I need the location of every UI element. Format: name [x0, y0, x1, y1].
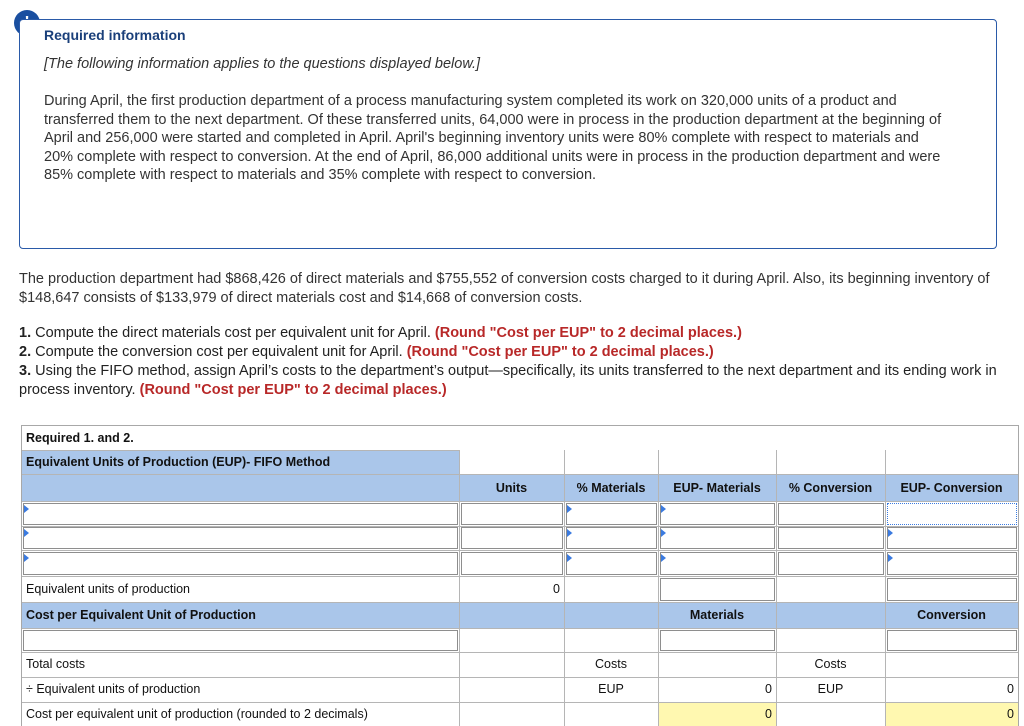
question-list — [19, 324, 1009, 400]
row2-pct-materials-input[interactable] — [566, 527, 657, 549]
divide-eup-label: ÷ Equivalent units of production — [26, 682, 201, 696]
row1-pct-conversion-input[interactable] — [778, 503, 884, 525]
total-costs-label: Total costs — [26, 657, 86, 671]
divide-materials-value: 0 — [765, 682, 772, 696]
eup-word-materials: EUP — [598, 682, 624, 696]
header-units: Units — [495, 481, 528, 495]
header-eup-conversion: EUP- Conversion — [900, 481, 1003, 495]
question-2: 2. Compute the conversion cost per equivalent unit for April. (Round "Cost per EUP" to 2 decimal places.) — [19, 344, 714, 360]
row2-label-input[interactable] — [23, 527, 458, 549]
eup-total-units: 0 — [553, 582, 560, 596]
header-pct-conversion: % Conversion — [788, 481, 873, 495]
eup-total-conversion-input[interactable] — [887, 578, 1017, 601]
question-1: 1. Compute the direct materials cost per equivalent unit for April. (Round "Cost per EUP" to 2 decimal places.) — [19, 325, 742, 341]
row1-label-input[interactable] — [23, 503, 458, 525]
eup-total-label: Equivalent units of production — [26, 582, 190, 596]
cost-blank-label-input[interactable] — [23, 630, 458, 651]
cost-paragraph: The production department had $868,426 of direct materials and $755,552 of conversion costs charged to it during April. Also, its beginning inventory of $148,647 consists of $133,979 of direct materials cost and $14,668 of conversion costs. — [19, 271, 990, 306]
header-pct-materials: % Materials — [576, 481, 646, 495]
row1-eup-conversion-input[interactable] — [887, 503, 1017, 525]
info-title: Required information — [44, 27, 186, 43]
eup-word-conversion: EUP — [817, 682, 844, 696]
row3-pct-materials-input[interactable] — [566, 552, 657, 575]
row2-eup-materials-input[interactable] — [660, 527, 775, 549]
costs-word-materials: Costs — [595, 657, 627, 671]
row2-eup-conversion-input[interactable] — [887, 527, 1017, 549]
row3-label-input[interactable] — [23, 552, 458, 575]
cost-blank-conversion-input[interactable] — [887, 630, 1017, 651]
eup-total-materials-input[interactable] — [660, 578, 775, 601]
cost-header-materials: Materials — [689, 608, 745, 622]
cost-per-conversion-value: 0 — [1007, 707, 1014, 721]
row3-pct-conversion-input[interactable] — [778, 552, 884, 575]
header-eup-materials: EUP- Materials — [673, 481, 761, 495]
eup-title: Equivalent Units of Production (EUP)- FIFO Method — [26, 455, 331, 469]
eup-worksheet — [21, 425, 1019, 726]
question-3: 3. Using the FIFO method, assign April’s costs to the department’s output—specifically, its units transferred to the next department and its ending work in process inventory. (Round "Cost per EUP" to 2 decimal places.) — [19, 363, 997, 398]
row3-eup-materials-input[interactable] — [660, 552, 775, 575]
row2-pct-conversion-input[interactable] — [778, 527, 884, 549]
info-subtitle: [The following information applies to the questions displayed below.] — [44, 56, 481, 72]
cost-per-eup-label: Cost per equivalent unit of production (rounded to 2 decimals) — [26, 707, 368, 721]
cost-blank-materials-input[interactable] — [660, 630, 775, 651]
row3-eup-conversion-input[interactable] — [887, 552, 1017, 575]
row1-eup-materials-input[interactable] — [660, 503, 775, 525]
cost-per-materials-value: 0 — [765, 707, 772, 721]
cost-header-conversion: Conversion — [917, 608, 986, 622]
row2-units-input[interactable] — [461, 527, 563, 549]
cost-section-title: Cost per Equivalent Unit of Production — [26, 608, 256, 622]
divide-conversion-value: 0 — [1007, 682, 1014, 696]
row1-pct-materials-input[interactable] — [566, 503, 657, 525]
required-label: Required 1. and 2. — [26, 431, 134, 445]
row1-units-input[interactable] — [461, 503, 563, 525]
row3-units-input[interactable] — [461, 552, 563, 575]
costs-word-conversion: Costs — [814, 657, 847, 671]
info-body: During April, the first production department of a process manufacturing system completed its work on 320,000 units of a product and transferred them to the next department. Of these transferred units, 64,000 were in process in the production department at the beginning of April and 256,000 were started and completed in April. April's beginning inventory units were 80% complete with respect to materials and 20% complete with respect to conversion. At the end of April, 86,000 additional units were in process in the production department and were 85% complete with respect to materials and 35% complete with respect to conversion. — [44, 93, 942, 183]
